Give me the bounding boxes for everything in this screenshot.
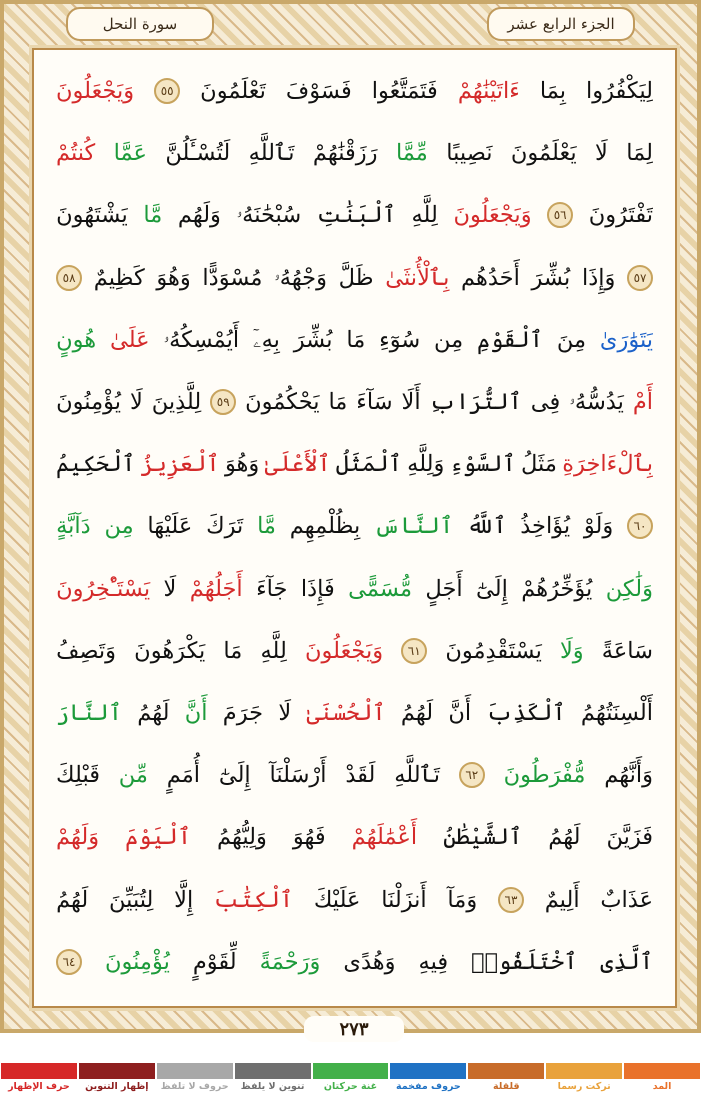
quran-word: وَهُوَ [156, 264, 191, 291]
quran-word: لَتُسْـَٔلُنَّ [165, 140, 231, 167]
quran-word: كَظِيمٌ [93, 264, 145, 291]
verse-line [56, 247, 653, 309]
legend-color-swatch [79, 1063, 155, 1079]
verse-line [56, 620, 653, 682]
quran-word: وَأَنَّهُم [604, 762, 653, 789]
quran-word: أَرْسَلْنَآ [269, 762, 327, 789]
quran-word: وَلَٰكِن [605, 575, 653, 602]
quran-word: ٱلْبَنَٰتِ [316, 202, 396, 229]
legend-label: قلقلة [492, 1081, 520, 1092]
quran-word: يَسْتَـْٔخِرُونَ [56, 575, 151, 602]
quran-word: أَجَلُهُمْ [189, 575, 243, 602]
quran-word: ٱلْحُسْنَىٰ [306, 699, 386, 726]
quran-word: يُؤْمِنُونَ [56, 389, 122, 416]
ayah-number-marker: ٥٦ [547, 202, 573, 228]
quran-word: يَسْتَقْدِمُونَ [445, 637, 542, 664]
quran-word: يُؤْمِنُونَ [105, 948, 170, 975]
quran-word: بِهِۦٓ [253, 326, 280, 353]
quran-word: أَمْ [632, 389, 653, 416]
juz-header [487, 7, 635, 41]
quran-word: سَآءَ [356, 389, 393, 416]
quran-word: ٱلْمَثَلُ [335, 451, 402, 478]
quran-word: ٱلْحَكِيمُ [56, 451, 136, 478]
legend-label: تركت رسما [557, 1081, 611, 1092]
verse-line [56, 868, 653, 930]
quran-word: مِّن [118, 762, 148, 789]
quran-word: لِلَّذِينَ [151, 389, 202, 416]
ayah-number-marker: ٥٥ [154, 78, 180, 104]
quran-word: مَّا [143, 202, 163, 229]
verse-line [56, 122, 653, 184]
quran-word: مُّسَمًّى [348, 575, 413, 602]
surah-name-text: سورة النحل [102, 15, 178, 33]
legend-label: حرف الإظهار [8, 1081, 70, 1092]
quran-word: ٱللَّهُ [466, 513, 507, 540]
legend-label: المد [652, 1081, 672, 1092]
legend-label: إظهار التنوين [85, 1081, 149, 1092]
quran-word: أَنزَلْنَا [381, 886, 427, 913]
quran-word: سَاعَةً [601, 637, 653, 664]
quran-word: كُنتُمْ [56, 140, 96, 167]
ayah-number-marker: ٥٧ [627, 265, 653, 291]
ayah-number-marker: ٦٤ [56, 949, 82, 975]
quran-word: هُونٍ [56, 326, 97, 353]
quran-word: فَزَيَّنَ [606, 824, 653, 851]
quran-word: أَحَدُهُم [461, 264, 520, 291]
quran-word: لَهُمُ [56, 886, 89, 913]
verse-line [56, 309, 653, 371]
quran-word: عَذَابٌ [600, 886, 653, 913]
quran-word: قَبْلِكَ [56, 762, 101, 789]
quran-word: وَيَجْعَلُونَ [56, 78, 135, 105]
verse-lines [56, 60, 653, 993]
quran-word: لِلَّهِ [260, 637, 287, 664]
quran-word: أَنَّ [184, 699, 208, 726]
juz-text: الجزء الرابع عشر [507, 15, 615, 33]
verse-line [56, 806, 653, 868]
quran-word: أُمَمٍ [166, 762, 201, 789]
page-number [304, 1016, 404, 1042]
quran-word: مِن [434, 326, 464, 353]
quran-word: وَمَآ [447, 886, 478, 913]
quran-word: أَلْسِنَتُهُمُ [580, 699, 653, 726]
quran-word: تَٱللَّهِ [394, 762, 441, 789]
quran-word: وَلَوْ [583, 513, 614, 540]
quran-word: لِلَّهِ [411, 202, 438, 229]
ayah-number-marker: ٥٨ [56, 265, 82, 291]
quran-word: مُّفْرَطُونَ [503, 762, 586, 789]
quran-word: وَلَهُم [177, 202, 221, 229]
quran-word: وَجْهُهُۥ [274, 264, 327, 291]
quran-word: لَا [129, 389, 143, 416]
quran-word: مَّا [257, 513, 276, 540]
quran-word: عَلَيْهَا [147, 513, 193, 540]
legend-color-swatch [1, 1063, 77, 1079]
quran-word: فَسَوْفَ [285, 78, 352, 105]
quran-word: أَلَا [401, 389, 421, 416]
quran-word: ٱلْكَذِبَ [486, 699, 566, 726]
ayah-number-marker: ٦٠ [627, 513, 653, 539]
quran-word: أَيُمْسِكُهُۥ [163, 326, 240, 353]
quran-word: لَا [278, 699, 292, 726]
quran-word: أَجَلٍ [425, 575, 463, 602]
legend-label: حروف لا تلفظ [160, 1081, 229, 1092]
quran-word: لَهُمُ [137, 699, 170, 726]
quran-word: لِيَكْفُرُوا [586, 78, 653, 105]
quran-word: لِمَا [626, 140, 653, 167]
quran-word: وَيَجْعَلُونَ [453, 202, 532, 229]
quran-word: وَلِلَّهِ [407, 451, 445, 478]
quran-word: فِى [530, 389, 561, 416]
legend-color-swatch [235, 1063, 311, 1079]
legend-label: تنوين لا يلفظ [240, 1081, 305, 1092]
tajweed-legend-colors [0, 1063, 701, 1079]
quran-word: ٱلسَّوْءِ [449, 451, 516, 478]
page-number-text: ٢٧٣ [339, 1018, 369, 1040]
quran-word: إِلَّا [174, 886, 194, 913]
quran-word: مَثَلُ [521, 451, 557, 478]
quran-word: بِٱلْءَاخِرَةِ [562, 451, 653, 478]
quran-word: دَآبَّةٍ [56, 513, 91, 540]
quran-word: ٱلْأَعْلَىٰ [264, 451, 331, 478]
quran-word: وَإِذَا [581, 264, 616, 291]
quran-word: يُؤَخِّرُهُمْ [521, 575, 593, 602]
quran-word: أَنَّ [448, 699, 472, 726]
quran-word: وَلَهُمْ [56, 824, 100, 851]
quran-word: لِتُبَيِّنَ [109, 886, 154, 913]
quran-word: ٱلتُّرَابِ [429, 389, 522, 416]
quran-word: مُسْوَدًّا [202, 264, 263, 291]
quran-word: أَعْمَٰلَهُمْ [351, 824, 418, 851]
quran-word: جَرَمَ [222, 699, 264, 726]
quran-word: يَكْرَهُونَ [134, 637, 206, 664]
quran-word: عَمَّا [113, 140, 147, 167]
quran-word: مَا [223, 637, 243, 664]
quran-word: يَعْلَمُونَ [510, 140, 577, 167]
quran-word: تَعْلَمُونَ [200, 78, 266, 105]
quran-word: ٱلشَّيْطَٰنُ [443, 824, 523, 851]
quran-word: رَزَقْنَٰهُمْ [312, 140, 378, 167]
quran-word: فِيهِ [418, 948, 449, 975]
ayah-number-marker: ٦٣ [498, 887, 524, 913]
quran-word: وَلِيُّهُمُ [217, 824, 267, 851]
quran-word: وَلَا [559, 637, 584, 664]
verse-line [56, 495, 653, 557]
quran-word: ٱلْعَزِيزُ [140, 451, 220, 478]
quran-word: بِمَا [539, 78, 566, 105]
quran-word: يَشْتَهُونَ [56, 202, 128, 229]
quran-word: مَا [328, 389, 348, 416]
quran-word: أَلِيمٌ [544, 886, 580, 913]
quran-word: يَحْكُمُونَ [245, 389, 320, 416]
quran-word: إِلَىٰٓ [218, 762, 251, 789]
quran-word: لَا [595, 140, 608, 167]
verse-line [56, 60, 653, 122]
quran-word: مَا [346, 326, 366, 353]
quran-word: بُشِّرَ [293, 326, 333, 353]
quran-word: بِٱلْأُنثَىٰ [385, 264, 450, 291]
quran-word: ءَاتَيْنَٰهُمْ [457, 78, 520, 105]
verse-line [56, 184, 653, 246]
quran-word: يَدُسُّهُۥ [569, 389, 624, 416]
quran-word: وَيَجْعَلُونَ [304, 637, 384, 664]
quran-word: لَا [163, 575, 177, 602]
quran-word: ٱلْقَوْمِ [477, 326, 543, 353]
quran-word: وَرَحْمَةً [259, 948, 321, 975]
quran-word: فَإِذَا [300, 575, 335, 602]
quran-word: تَفْتَرُونَ [588, 202, 653, 229]
quran-word: ظَلَّ [338, 264, 374, 291]
quran-word: بُشِّرَ [531, 264, 571, 291]
legend-color-swatch [546, 1063, 622, 1079]
quran-word: عَلَىٰ [109, 326, 150, 353]
quran-word: مِن [104, 513, 134, 540]
quran-word: فَهُوَ [292, 824, 326, 851]
quran-word: لَهُمُ [548, 824, 581, 851]
quran-word: مِنَ [556, 326, 586, 353]
quran-word: ٱلْكِتَٰبَ [213, 886, 294, 913]
quran-word: ٱلَّذِى [600, 948, 653, 975]
quran-word: لَقَدْ [345, 762, 376, 789]
quran-word: ٱخْتَلَفُوا۟ [471, 948, 578, 975]
quran-word: يُؤَاخِذُ [520, 513, 571, 540]
tajweed-legend-labels [0, 1081, 701, 1101]
verse-line [56, 558, 653, 620]
quran-word: ٱلْيَوْمَ [125, 824, 192, 851]
quran-word: وَتَصِفُ [56, 637, 117, 664]
quran-word: تَٱللَّهِ [248, 140, 295, 167]
verse-line [56, 682, 653, 744]
legend-label: حروف مفخمة [396, 1081, 461, 1092]
quran-word: وَهُوَ [224, 451, 260, 478]
quran-word: سُبْحَٰنَهُۥ [236, 202, 302, 229]
quran-word: ٱلنَّارَ [56, 699, 122, 726]
quran-word: نَصِيبًا [446, 140, 493, 167]
legend-label: غنة حركتان [323, 1081, 378, 1092]
legend-color-swatch [390, 1063, 466, 1079]
verse-line [56, 931, 653, 993]
quran-word: لَهُمُ [400, 699, 434, 726]
surah-name-header [66, 7, 214, 41]
legend-color-swatch [468, 1063, 544, 1079]
verse-line [56, 371, 653, 433]
legend-color-swatch [157, 1063, 233, 1079]
quran-word: لِّقَوْمٍ [192, 948, 237, 975]
quran-word: فَتَمَتَّعُوا [371, 78, 438, 105]
quran-word: مِّمَّا [395, 140, 428, 167]
quran-word: تَرَكَ [206, 513, 244, 540]
verse-line [56, 744, 653, 806]
quran-word: سُوٓءِ [379, 326, 421, 353]
quran-word: ٱلنَّاسَ [374, 513, 454, 540]
quran-word: وَهُدًى [343, 948, 396, 975]
quran-word: بِظُلْمِهِم [289, 513, 361, 540]
quran-word: جَآءَ [256, 575, 288, 602]
quran-word: عَلَيْكَ [313, 886, 361, 913]
legend-color-swatch [624, 1063, 700, 1079]
ayah-number-marker: ٦٢ [459, 762, 485, 788]
ayah-number-marker: ٥٩ [210, 389, 236, 415]
quran-word: يَتَوَٰرَىٰ [599, 326, 653, 353]
verse-line [56, 433, 653, 495]
ayah-number-marker: ٦١ [401, 638, 427, 664]
quran-word: إِلَىٰٓ [476, 575, 508, 602]
legend-color-swatch [313, 1063, 389, 1079]
